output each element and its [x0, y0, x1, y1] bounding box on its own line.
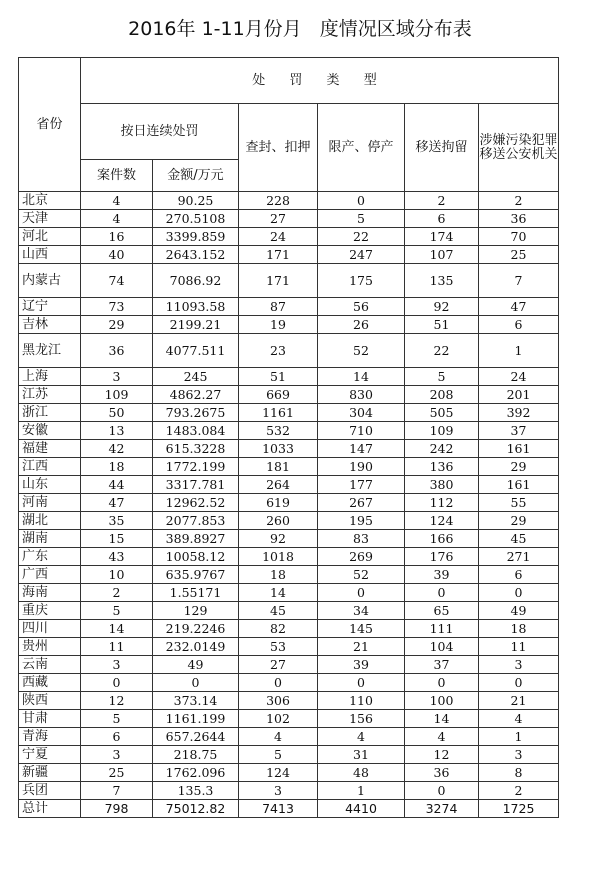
- header-crime: 涉嫌污染犯罪移送公安机关: [479, 104, 559, 192]
- cell-seal: 23: [239, 334, 318, 368]
- cell-cases: 4: [81, 210, 153, 228]
- cell-crime: 201: [479, 386, 559, 404]
- cell-province: 内蒙古: [19, 264, 81, 298]
- cell-crime: 29: [479, 512, 559, 530]
- cell-detain: 0: [405, 584, 479, 602]
- cell-province: 湖南: [19, 530, 81, 548]
- table-row: [19, 494, 559, 512]
- cell-detain: 112: [405, 494, 479, 512]
- cell-limit: 34: [318, 602, 405, 620]
- cell-seal: 53: [239, 638, 318, 656]
- cell-amount: 135.3: [153, 782, 239, 800]
- cell-seal: 45: [239, 602, 318, 620]
- cell-seal: 1018: [239, 548, 318, 566]
- cell-amount: 129: [153, 602, 239, 620]
- table-row: [19, 602, 559, 620]
- cell-detain: 37: [405, 656, 479, 674]
- cell-seal: 181: [239, 458, 318, 476]
- cell-province: 福建: [19, 440, 81, 458]
- table-row: [19, 692, 559, 710]
- cell-amount: 615.3228: [153, 440, 239, 458]
- cell-limit: 39: [318, 656, 405, 674]
- cell-seal: 669: [239, 386, 318, 404]
- cell-crime: 271: [479, 548, 559, 566]
- cell-seal: 51: [239, 368, 318, 386]
- cell-detain: 0: [405, 674, 479, 692]
- cell-seal: 171: [239, 246, 318, 264]
- cell-detain: 92: [405, 298, 479, 316]
- cell-crime: 8: [479, 764, 559, 782]
- table-row: [19, 246, 559, 264]
- table-row: [19, 656, 559, 674]
- cell-detain: 176: [405, 548, 479, 566]
- cell-limit: 1: [318, 782, 405, 800]
- table-row: [19, 404, 559, 422]
- cell-cases: 3: [81, 656, 153, 674]
- header-limit: 限产、停产: [318, 104, 405, 192]
- cell-province: 北京: [19, 192, 81, 210]
- cell-limit: 4: [318, 728, 405, 746]
- cell-crime: 3: [479, 746, 559, 764]
- cell-limit: 190: [318, 458, 405, 476]
- header-punishment-type: 处 罚 类 型: [81, 58, 559, 104]
- cell-detain: 174: [405, 228, 479, 246]
- cell-cases: 5: [81, 710, 153, 728]
- table-row: [19, 512, 559, 530]
- cell-province: 西藏: [19, 674, 81, 692]
- cell-amount: 657.2644: [153, 728, 239, 746]
- cell-seal: 3: [239, 782, 318, 800]
- cell-crime: 37: [479, 422, 559, 440]
- cell-cases: 3: [81, 746, 153, 764]
- cell-amount: 7086.92: [153, 264, 239, 298]
- cell-limit: 145: [318, 620, 405, 638]
- cell-amount: 0: [153, 674, 239, 692]
- cell-crime: 18: [479, 620, 559, 638]
- cell-limit: 269: [318, 548, 405, 566]
- cell-seal: 24: [239, 228, 318, 246]
- table-row: [19, 386, 559, 404]
- table-title: 2016年 1-11月份月 度情况区域分布表: [128, 18, 472, 40]
- header-amount: 金额/万元: [153, 160, 239, 192]
- cell-seal: 27: [239, 656, 318, 674]
- cell-province: 辽宁: [19, 298, 81, 316]
- cell-seal: 82: [239, 620, 318, 638]
- cell-province: 天津: [19, 210, 81, 228]
- cell-seal: 27: [239, 210, 318, 228]
- cell-cases: 15: [81, 530, 153, 548]
- cell-cases: 6: [81, 728, 153, 746]
- cell-cases: 0: [81, 674, 153, 692]
- cell-detain: 380: [405, 476, 479, 494]
- cell-province: 青海: [19, 728, 81, 746]
- cell-limit: 830: [318, 386, 405, 404]
- cell-province: 山西: [19, 246, 81, 264]
- cell-cases: 42: [81, 440, 153, 458]
- cell-limit: 267: [318, 494, 405, 512]
- cell-detain: 3274: [405, 800, 479, 818]
- cell-province: 黑龙江: [19, 334, 81, 368]
- cell-limit: 0: [318, 584, 405, 602]
- cell-cases: 3: [81, 368, 153, 386]
- cell-amount: 10058.12: [153, 548, 239, 566]
- cell-detain: 36: [405, 764, 479, 782]
- cell-amount: 1762.096: [153, 764, 239, 782]
- cell-detain: 2: [405, 192, 479, 210]
- cell-detain: 124: [405, 512, 479, 530]
- cell-cases: 11: [81, 638, 153, 656]
- cell-crime: 161: [479, 440, 559, 458]
- cell-amount: 3317.781: [153, 476, 239, 494]
- cell-cases: 50: [81, 404, 153, 422]
- cell-detain: 109: [405, 422, 479, 440]
- cell-amount: 1772.199: [153, 458, 239, 476]
- cell-limit: 710: [318, 422, 405, 440]
- cell-crime: 4: [479, 710, 559, 728]
- cell-limit: 22: [318, 228, 405, 246]
- cell-province: 宁夏: [19, 746, 81, 764]
- cell-cases: 109: [81, 386, 153, 404]
- cell-crime: 161: [479, 476, 559, 494]
- region-distribution-table: [18, 57, 559, 818]
- cell-limit: 14: [318, 368, 405, 386]
- table-row: [19, 476, 559, 494]
- cell-seal: 0: [239, 674, 318, 692]
- cell-seal: 260: [239, 512, 318, 530]
- cell-cases: 14: [81, 620, 153, 638]
- cell-limit: 56: [318, 298, 405, 316]
- table-row: [19, 192, 559, 210]
- cell-province: 山东: [19, 476, 81, 494]
- table-row: [19, 316, 559, 334]
- cell-detain: 5: [405, 368, 479, 386]
- cell-detain: 208: [405, 386, 479, 404]
- cell-detain: 107: [405, 246, 479, 264]
- cell-detain: 166: [405, 530, 479, 548]
- cell-limit: 4410: [318, 800, 405, 818]
- cell-province: 广西: [19, 566, 81, 584]
- cell-crime: 0: [479, 674, 559, 692]
- cell-crime: 25: [479, 246, 559, 264]
- cell-amount: 232.0149: [153, 638, 239, 656]
- cell-crime: 55: [479, 494, 559, 512]
- cell-province: 河南: [19, 494, 81, 512]
- table-row: [19, 638, 559, 656]
- cell-amount: 4862.27: [153, 386, 239, 404]
- cell-cases: 73: [81, 298, 153, 316]
- cell-crime: 6: [479, 566, 559, 584]
- table-row: [19, 674, 559, 692]
- cell-province: 广东: [19, 548, 81, 566]
- cell-detain: 111: [405, 620, 479, 638]
- cell-crime: 0: [479, 584, 559, 602]
- cell-province: 总计: [19, 800, 81, 818]
- cell-crime: 47: [479, 298, 559, 316]
- cell-crime: 3: [479, 656, 559, 674]
- cell-amount: 2199.21: [153, 316, 239, 334]
- cell-detain: 136: [405, 458, 479, 476]
- cell-amount: 4077.511: [153, 334, 239, 368]
- cell-amount: 373.14: [153, 692, 239, 710]
- cell-detain: 4: [405, 728, 479, 746]
- table-row: [19, 746, 559, 764]
- cell-seal: 228: [239, 192, 318, 210]
- cell-seal: 532: [239, 422, 318, 440]
- cell-province: 贵州: [19, 638, 81, 656]
- cell-crime: 7: [479, 264, 559, 298]
- cell-cases: 47: [81, 494, 153, 512]
- cell-seal: 306: [239, 692, 318, 710]
- cell-seal: 171: [239, 264, 318, 298]
- cell-crime: 6: [479, 316, 559, 334]
- cell-crime: 24: [479, 368, 559, 386]
- header-province: 省份: [19, 58, 81, 192]
- cell-crime: 45: [479, 530, 559, 548]
- table-row: [19, 728, 559, 746]
- cell-amount: 635.9767: [153, 566, 239, 584]
- table-row: [19, 548, 559, 566]
- cell-limit: 0: [318, 674, 405, 692]
- cell-crime: 29: [479, 458, 559, 476]
- cell-crime: 392: [479, 404, 559, 422]
- cell-cases: 44: [81, 476, 153, 494]
- cell-limit: 5: [318, 210, 405, 228]
- cell-amount: 11093.58: [153, 298, 239, 316]
- cell-cases: 12: [81, 692, 153, 710]
- cell-detain: 22: [405, 334, 479, 368]
- cell-detain: 14: [405, 710, 479, 728]
- table-body: [19, 192, 559, 818]
- cell-seal: 619: [239, 494, 318, 512]
- table-row: [19, 264, 559, 298]
- cell-crime: 2: [479, 782, 559, 800]
- cell-cases: 29: [81, 316, 153, 334]
- table-row: [19, 228, 559, 246]
- cell-cases: 18: [81, 458, 153, 476]
- cell-province: 浙江: [19, 404, 81, 422]
- cell-province: 新疆: [19, 764, 81, 782]
- cell-limit: 147: [318, 440, 405, 458]
- cell-limit: 175: [318, 264, 405, 298]
- cell-cases: 16: [81, 228, 153, 246]
- cell-amount: 218.75: [153, 746, 239, 764]
- table-row: [19, 530, 559, 548]
- table-row: [19, 458, 559, 476]
- cell-detain: 0: [405, 782, 479, 800]
- table-row: [19, 334, 559, 368]
- cell-amount: 49: [153, 656, 239, 674]
- cell-detain: 104: [405, 638, 479, 656]
- cell-amount: 389.8927: [153, 530, 239, 548]
- header-daily-penalty: 按日连续处罚: [81, 104, 239, 160]
- cell-seal: 1033: [239, 440, 318, 458]
- table-row: [19, 298, 559, 316]
- cell-limit: 177: [318, 476, 405, 494]
- cell-cases: 74: [81, 264, 153, 298]
- cell-detain: 12: [405, 746, 479, 764]
- cell-province: 安徽: [19, 422, 81, 440]
- cell-seal: 5: [239, 746, 318, 764]
- cell-seal: 19: [239, 316, 318, 334]
- cell-seal: 14: [239, 584, 318, 602]
- cell-limit: 247: [318, 246, 405, 264]
- cell-amount: 3399.859: [153, 228, 239, 246]
- cell-province: 四川: [19, 620, 81, 638]
- cell-cases: 25: [81, 764, 153, 782]
- cell-limit: 48: [318, 764, 405, 782]
- cell-amount: 90.25: [153, 192, 239, 210]
- cell-amount: 2643.152: [153, 246, 239, 264]
- cell-amount: 75012.82: [153, 800, 239, 818]
- cell-province: 甘肃: [19, 710, 81, 728]
- cell-province: 陕西: [19, 692, 81, 710]
- cell-amount: 270.5108: [153, 210, 239, 228]
- cell-limit: 31: [318, 746, 405, 764]
- cell-limit: 156: [318, 710, 405, 728]
- cell-seal: 124: [239, 764, 318, 782]
- cell-province: 江苏: [19, 386, 81, 404]
- cell-amount: 219.2246: [153, 620, 239, 638]
- cell-province: 江西: [19, 458, 81, 476]
- cell-crime: 1: [479, 728, 559, 746]
- cell-province: 河北: [19, 228, 81, 246]
- cell-cases: 2: [81, 584, 153, 602]
- table-row: [19, 368, 559, 386]
- cell-limit: 304: [318, 404, 405, 422]
- cell-detain: 135: [405, 264, 479, 298]
- cell-cases: 5: [81, 602, 153, 620]
- cell-amount: 2077.853: [153, 512, 239, 530]
- cell-cases: 7: [81, 782, 153, 800]
- cell-amount: 12962.52: [153, 494, 239, 512]
- cell-crime: 2: [479, 192, 559, 210]
- table-row: [19, 620, 559, 638]
- cell-limit: 52: [318, 334, 405, 368]
- cell-seal: 7413: [239, 800, 318, 818]
- cell-seal: 87: [239, 298, 318, 316]
- cell-seal: 4: [239, 728, 318, 746]
- cell-crime: 36: [479, 210, 559, 228]
- cell-limit: 52: [318, 566, 405, 584]
- cell-seal: 92: [239, 530, 318, 548]
- cell-cases: 40: [81, 246, 153, 264]
- table-row: [19, 566, 559, 584]
- table-row: [19, 764, 559, 782]
- cell-limit: 110: [318, 692, 405, 710]
- cell-cases: 13: [81, 422, 153, 440]
- table-row: [19, 584, 559, 602]
- cell-cases: 36: [81, 334, 153, 368]
- cell-amount: 245: [153, 368, 239, 386]
- cell-amount: 1161.199: [153, 710, 239, 728]
- cell-crime: 1725: [479, 800, 559, 818]
- cell-province: 海南: [19, 584, 81, 602]
- cell-amount: 793.2675: [153, 404, 239, 422]
- table-row: [19, 782, 559, 800]
- cell-amount: 1.55171: [153, 584, 239, 602]
- cell-cases: 10: [81, 566, 153, 584]
- cell-seal: 1161: [239, 404, 318, 422]
- cell-detain: 51: [405, 316, 479, 334]
- cell-limit: 0: [318, 192, 405, 210]
- cell-detain: 242: [405, 440, 479, 458]
- cell-crime: 1: [479, 334, 559, 368]
- total-row: [19, 800, 559, 818]
- table-row: [19, 422, 559, 440]
- table-row: [19, 210, 559, 228]
- cell-detain: 65: [405, 602, 479, 620]
- cell-cases: 798: [81, 800, 153, 818]
- cell-amount: 1483.084: [153, 422, 239, 440]
- cell-province: 云南: [19, 656, 81, 674]
- cell-detain: 6: [405, 210, 479, 228]
- cell-seal: 102: [239, 710, 318, 728]
- table-row: [19, 440, 559, 458]
- cell-province: 兵团: [19, 782, 81, 800]
- cell-cases: 4: [81, 192, 153, 210]
- header-detain: 移送拘留: [405, 104, 479, 192]
- cell-limit: 26: [318, 316, 405, 334]
- cell-limit: 21: [318, 638, 405, 656]
- cell-crime: 70: [479, 228, 559, 246]
- cell-seal: 264: [239, 476, 318, 494]
- cell-province: 重庆: [19, 602, 81, 620]
- cell-province: 吉林: [19, 316, 81, 334]
- cell-cases: 35: [81, 512, 153, 530]
- header-cases: 案件数: [81, 160, 153, 192]
- cell-crime: 21: [479, 692, 559, 710]
- cell-detain: 100: [405, 692, 479, 710]
- cell-detain: 39: [405, 566, 479, 584]
- cell-crime: 49: [479, 602, 559, 620]
- cell-province: 湖北: [19, 512, 81, 530]
- cell-limit: 83: [318, 530, 405, 548]
- table-row: [19, 710, 559, 728]
- cell-limit: 195: [318, 512, 405, 530]
- cell-detain: 505: [405, 404, 479, 422]
- cell-crime: 11: [479, 638, 559, 656]
- cell-seal: 18: [239, 566, 318, 584]
- cell-cases: 43: [81, 548, 153, 566]
- cell-province: 上海: [19, 368, 81, 386]
- header-seal: 查封、扣押: [239, 104, 318, 192]
